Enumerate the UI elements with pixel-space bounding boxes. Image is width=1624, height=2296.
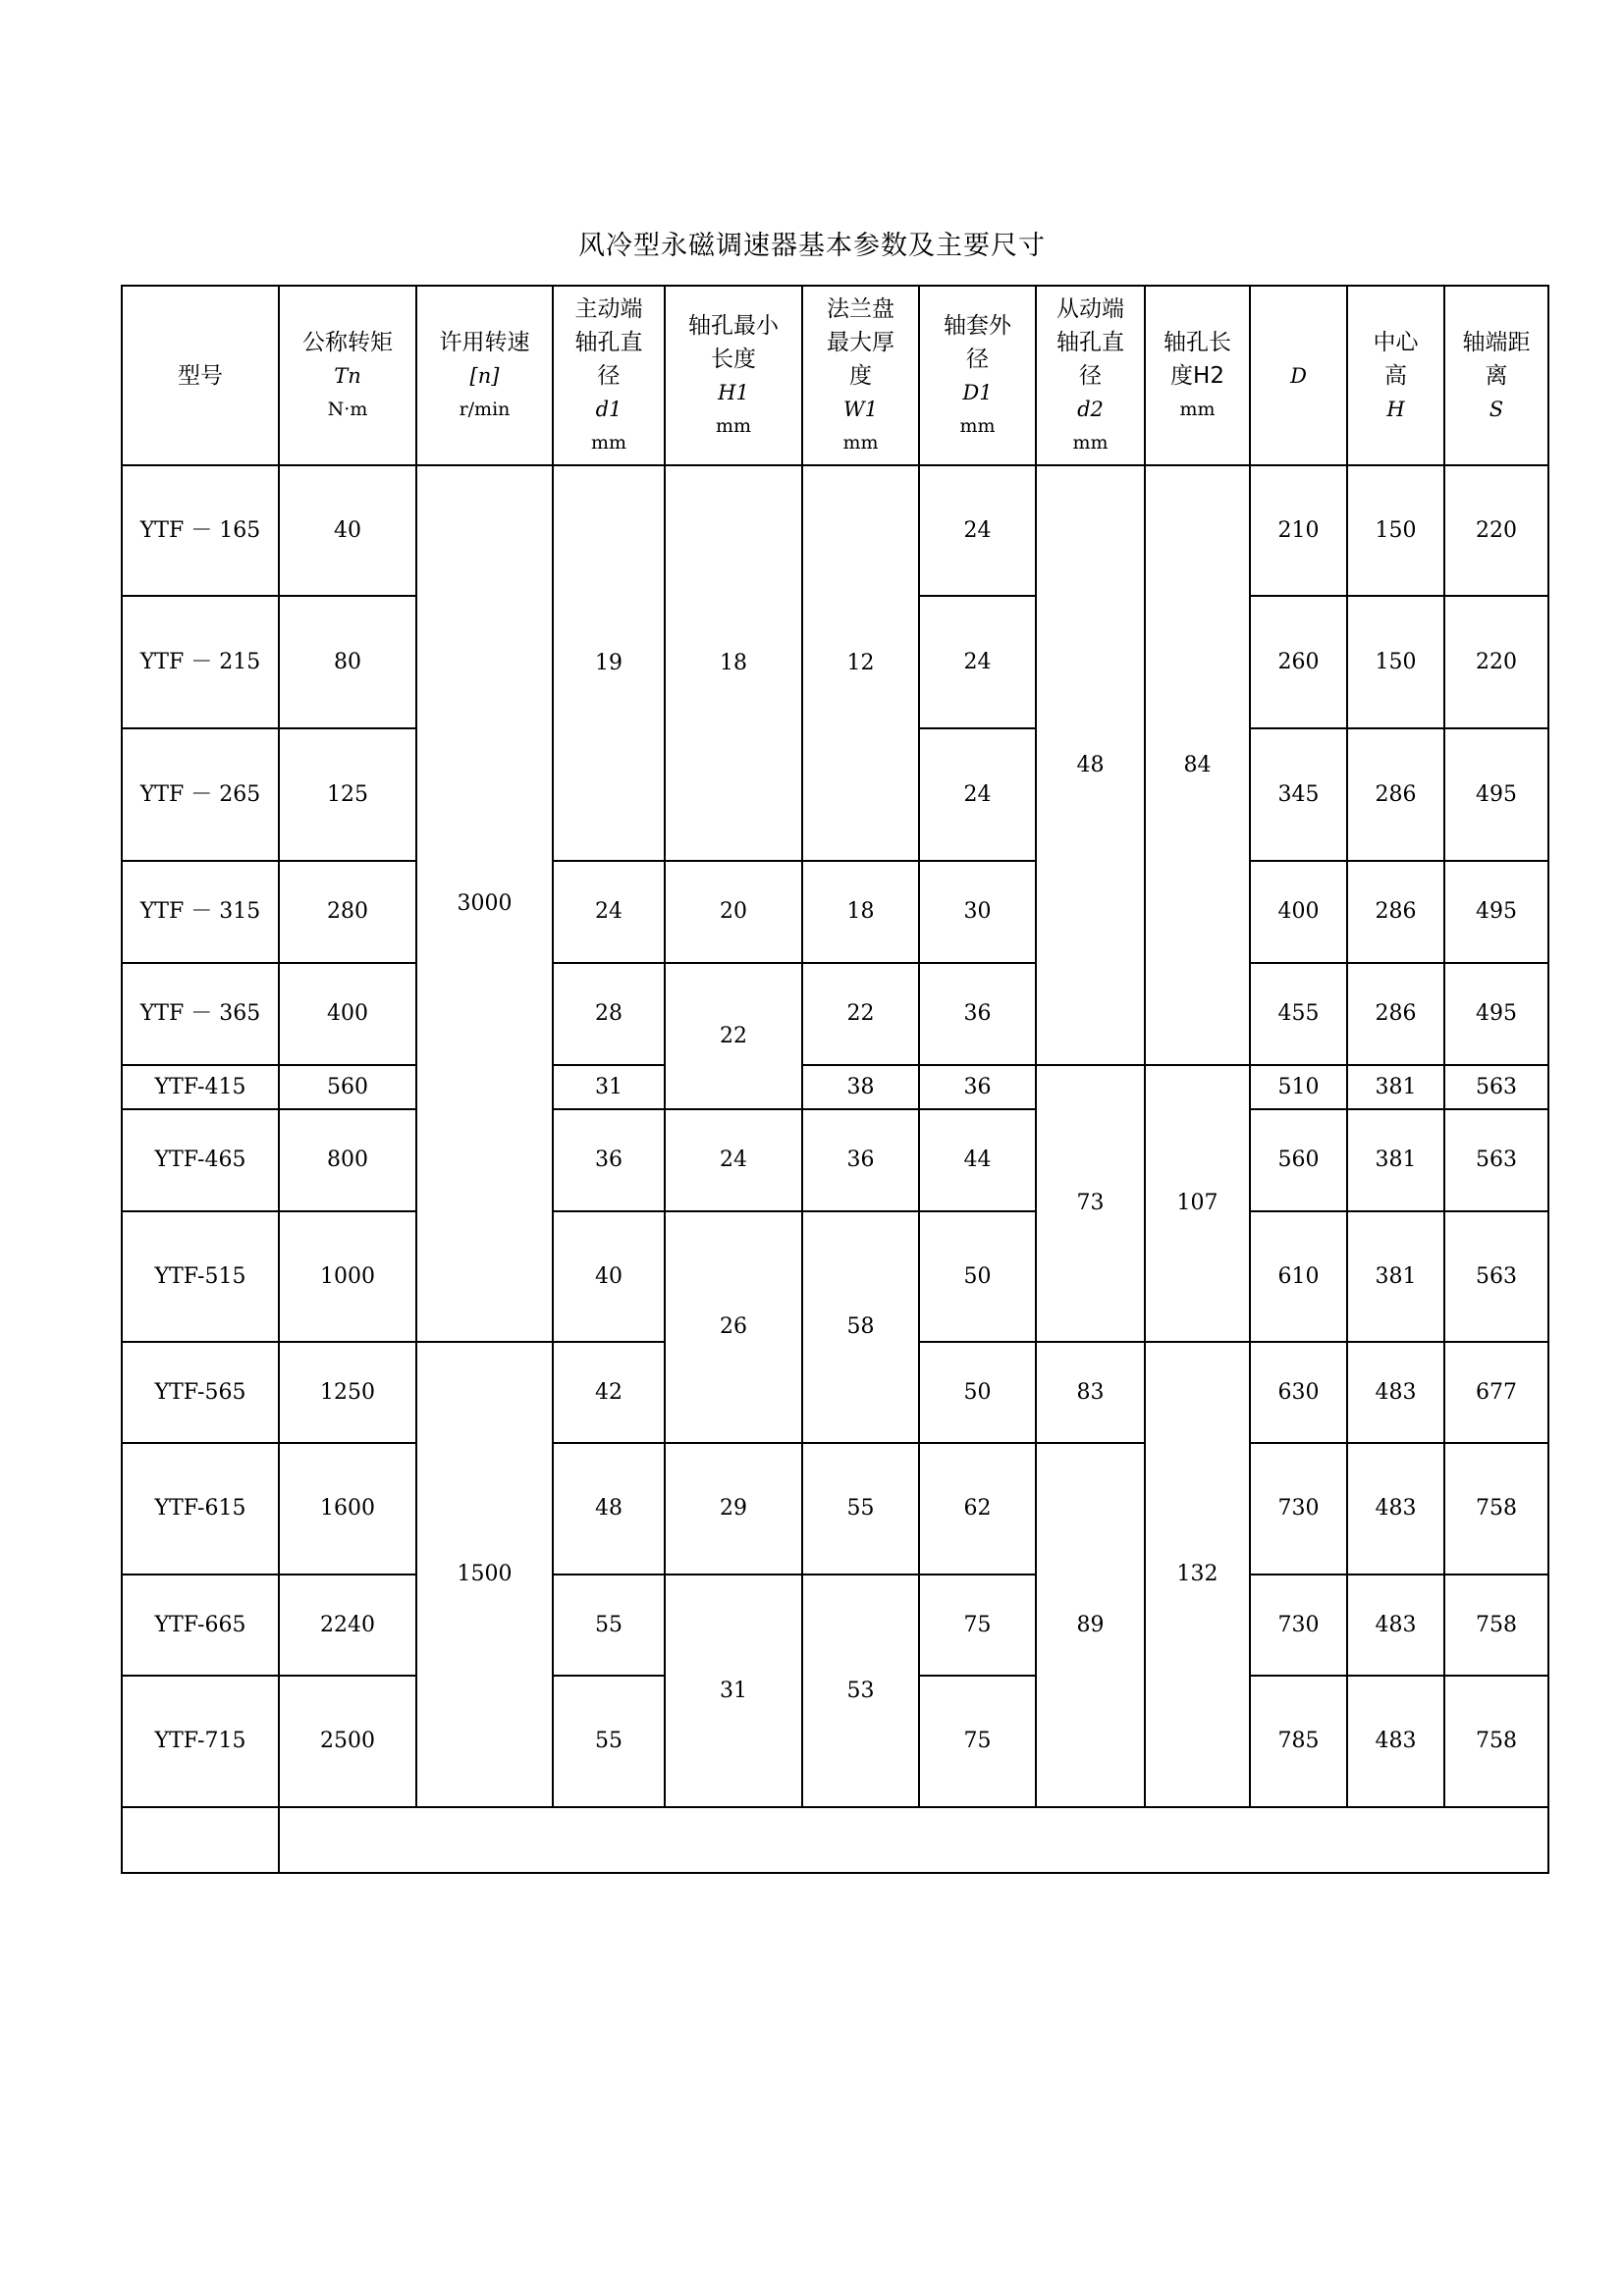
cell-torque: 125 [279,728,416,861]
col-header-w1: 法兰盘 最大厚 度 W1 mm [802,286,919,465]
cell-D1: 36 [919,1065,1036,1109]
cell-h1: 20 [665,861,802,963]
cell-d1: 31 [553,1065,665,1109]
cell-S: 495 [1444,728,1548,861]
table-row [122,1065,1548,1109]
col-header-h2: 轴孔长 度H2 mm [1145,286,1250,465]
cell-speed: 1500 [416,1342,553,1807]
cell-h1: 22 [665,963,802,1109]
col-header-h1: 轴孔最小 长度 H1 mm [665,286,802,465]
cell-torque: 40 [279,465,416,596]
table-row [122,1575,1548,1676]
cell-d1: 55 [553,1575,665,1676]
cell-torque: 280 [279,861,416,963]
cell-model: YTF － 215 [122,596,279,728]
cell-w1: 55 [802,1443,919,1575]
table-row [122,963,1548,1065]
cell-model: YTF － 315 [122,861,279,963]
cell-w1: 53 [802,1575,919,1807]
cell-torque: 1600 [279,1443,416,1575]
cell-h1: 18 [665,465,802,861]
cell-torque: 80 [279,596,416,728]
cell-d1: 24 [553,861,665,963]
col-header-d1: 主动端 轴孔直 径 d1 mm [553,286,665,465]
col-header-speed: 许用转速 [n] r/min [416,286,553,465]
cell-w1: 38 [802,1065,919,1109]
cell-w1: 22 [802,963,919,1065]
cell-d2: 89 [1036,1443,1145,1807]
cell-S: 495 [1444,963,1548,1065]
header-row [122,286,1548,465]
cell-w1: 12 [802,465,919,861]
cell-S: 495 [1444,861,1548,963]
table-row [122,1211,1548,1342]
table-row [122,1443,1548,1575]
cell-h1: 29 [665,1443,802,1575]
cell-S: 563 [1444,1065,1548,1109]
cell-D1: 30 [919,861,1036,963]
cell-model: YTF － 365 [122,963,279,1065]
cell-torque: 1250 [279,1342,416,1443]
cell-speed: 3000 [416,465,553,1342]
note-row [122,1807,1548,1873]
cell-S: 758 [1444,1676,1548,1807]
cell-D1: 36 [919,963,1036,1065]
cell-h2: 107 [1145,1065,1250,1342]
cell-torque: 1000 [279,1211,416,1342]
cell-D: 345 [1250,728,1347,861]
cell-H: 381 [1347,1211,1444,1342]
cell-model: YTF-665 [122,1575,279,1676]
cell-S: 563 [1444,1211,1548,1342]
cell-D1: 75 [919,1575,1036,1676]
cell-d1: 48 [553,1443,665,1575]
cell-D1: 50 [919,1342,1036,1443]
cell-D: 630 [1250,1342,1347,1443]
cell-d1: 36 [553,1109,665,1211]
page-title: 风冷型永磁调速器基本参数及主要尺寸 [578,231,1046,261]
cell-torque: 2500 [279,1676,416,1807]
cell-model: YTF-415 [122,1065,279,1109]
cell-D: 455 [1250,963,1347,1065]
cell-d1: 40 [553,1211,665,1342]
cell-D: 400 [1250,861,1347,963]
cell-d2: 73 [1036,1065,1145,1342]
cell-h1: 31 [665,1575,802,1807]
cell-d2: 83 [1036,1342,1145,1443]
cell-D: 785 [1250,1676,1347,1807]
cell-H: 483 [1347,1676,1444,1807]
cell-d1: 28 [553,963,665,1065]
cell-h1: 24 [665,1109,802,1211]
cell-S: 220 [1444,596,1548,728]
cell-D1: 24 [919,728,1036,861]
cell-model: YTF-715 [122,1676,279,1807]
table-row [122,861,1548,963]
col-header-torque: 公称转矩 Tn N·m [279,286,416,465]
cell-H: 150 [1347,465,1444,596]
cell-D1: 50 [919,1211,1036,1342]
cell-torque: 2240 [279,1575,416,1676]
cell-h1: 26 [665,1211,802,1443]
cell-model: YTF － 265 [122,728,279,861]
cell-S: 758 [1444,1575,1548,1676]
parameters-table [121,285,1549,1874]
cell-w1: 58 [802,1211,919,1443]
cell-H: 381 [1347,1109,1444,1211]
cell-torque: 560 [279,1065,416,1109]
col-header-D: D [1250,286,1347,465]
cell-H: 483 [1347,1443,1444,1575]
cell-d1: 42 [553,1342,665,1443]
cell-torque: 400 [279,963,416,1065]
note-label-cell [122,1807,279,1873]
cell-model: YTF-565 [122,1342,279,1443]
cell-D1: 62 [919,1443,1036,1575]
cell-H: 483 [1347,1342,1444,1443]
cell-model: YTF-615 [122,1443,279,1575]
cell-h2: 84 [1145,465,1250,1065]
cell-H: 286 [1347,728,1444,861]
cell-D: 730 [1250,1443,1347,1575]
col-header-d2: 从动端 轴孔直 径 d2 mm [1036,286,1145,465]
cell-w1: 36 [802,1109,919,1211]
col-header-D1: 轴套外 径 D1 mm [919,286,1036,465]
cell-H: 483 [1347,1575,1444,1676]
cell-w1: 18 [802,861,919,963]
cell-D: 210 [1250,465,1347,596]
note-content-cell [279,1807,1548,1873]
cell-H: 150 [1347,596,1444,728]
cell-D: 730 [1250,1575,1347,1676]
table-row [122,1109,1548,1211]
cell-S: 563 [1444,1109,1548,1211]
table-row [122,465,1548,596]
cell-model: YTF － 165 [122,465,279,596]
cell-S: 220 [1444,465,1548,596]
cell-D: 610 [1250,1211,1347,1342]
cell-d1: 19 [553,465,665,861]
cell-D: 510 [1250,1065,1347,1109]
cell-torque: 800 [279,1109,416,1211]
cell-D: 260 [1250,596,1347,728]
cell-D1: 44 [919,1109,1036,1211]
cell-S: 758 [1444,1443,1548,1575]
cell-H: 286 [1347,861,1444,963]
cell-model: YTF-515 [122,1211,279,1342]
cell-D: 560 [1250,1109,1347,1211]
cell-h2: 132 [1145,1342,1250,1807]
col-header-S: 轴端距 离 S [1444,286,1548,465]
cell-D1: 24 [919,465,1036,596]
cell-H: 381 [1347,1065,1444,1109]
cell-H: 286 [1347,963,1444,1065]
col-header-H: 中心 高 H [1347,286,1444,465]
cell-model: YTF-465 [122,1109,279,1211]
cell-D1: 24 [919,596,1036,728]
cell-d1: 55 [553,1676,665,1807]
cell-S: 677 [1444,1342,1548,1443]
cell-d2: 48 [1036,465,1145,1065]
col-header-model: 型号 [122,286,279,465]
cell-D1: 75 [919,1676,1036,1807]
